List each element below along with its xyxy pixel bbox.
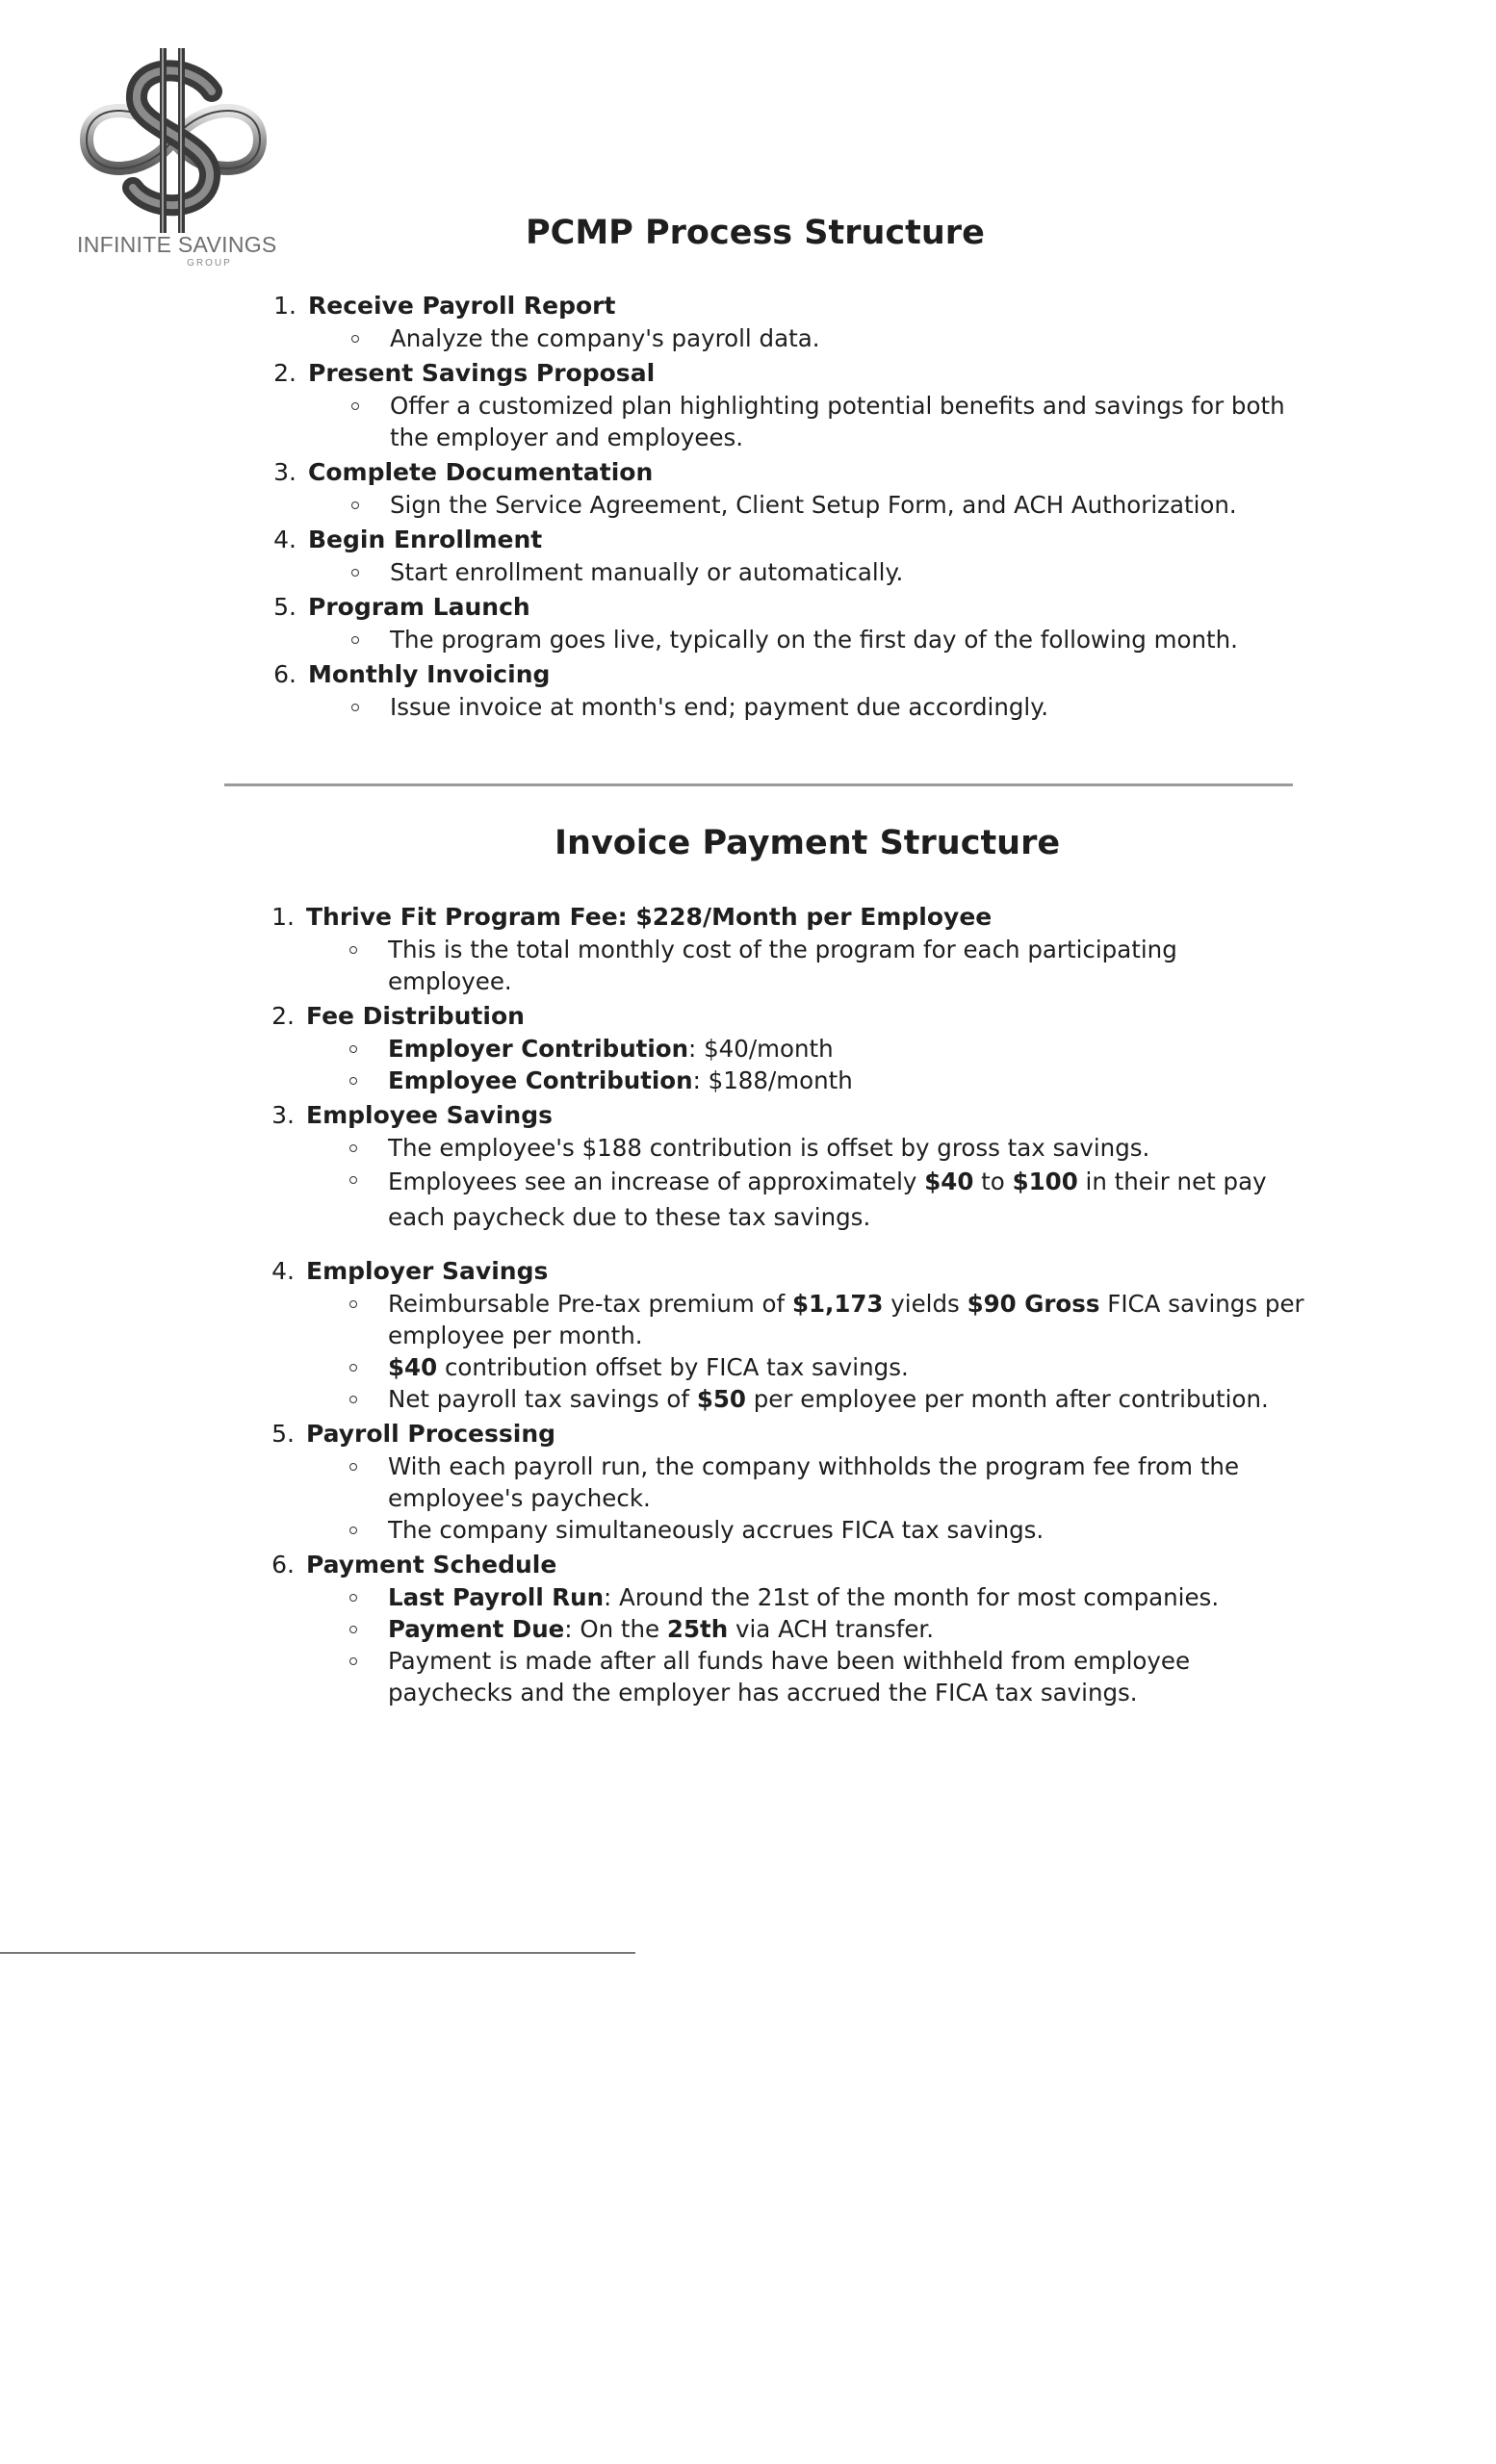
step-title: Program Launch	[308, 593, 530, 621]
step-number: 3.	[273, 458, 297, 486]
bullet-icon	[351, 402, 359, 410]
company-logo	[77, 43, 277, 274]
pcmp-section-title: PCMP Process Structure	[526, 214, 985, 252]
step-detail: This is the total monthly cost of the program for each participating employee.	[306, 934, 1307, 997]
logo-company-subtitle: GROUP	[187, 258, 232, 269]
step-title: Employer Savings	[306, 1257, 549, 1285]
step-number: 2.	[271, 1002, 295, 1030]
step-number: 1.	[271, 903, 295, 931]
bullet-icon	[349, 1176, 357, 1184]
section-divider	[224, 783, 1293, 786]
bullet-icon	[351, 569, 359, 577]
step-detail: Analyze the company's payroll data.	[308, 322, 1300, 354]
step-detail: Offer a customized plan highlighting potential benefits and savings for both the employer and employees.	[308, 390, 1300, 453]
step-title: Employee Savings	[306, 1101, 553, 1129]
step-detail: Employees see an increase of approximately $40 to $100 in their net pay each paycheck due to these tax savings.	[306, 1164, 1307, 1235]
bullet-icon	[349, 1077, 357, 1085]
page-bottom-rule	[0, 1952, 635, 1954]
step-detail: Payment is made after all funds have been withheld from employee paychecks and the employer has accrued the FICA tax savings.	[306, 1645, 1307, 1708]
bullet-icon	[349, 1396, 357, 1403]
logo-company-name: INFINITE SAVINGS	[77, 232, 277, 257]
bullet-icon	[349, 1594, 357, 1602]
bullet-icon	[349, 1144, 357, 1152]
invoice-step	[258, 900, 1307, 997]
pcmp-step	[260, 455, 1300, 521]
invoice-step	[258, 1098, 1307, 1235]
step-number: 4.	[273, 526, 297, 553]
invoice-step-list	[258, 900, 1307, 1708]
pcmp-step-list	[260, 289, 1300, 725]
step-detail: $40 contribution offset by FICA tax savings.	[306, 1351, 1307, 1383]
bullet-icon	[351, 335, 359, 343]
step-number: 6.	[271, 1551, 295, 1578]
invoice-step	[258, 1254, 1307, 1415]
step-detail: Start enrollment manually or automatically.	[308, 556, 1300, 588]
step-detail: The company simultaneously accrues FICA tax savings.	[306, 1514, 1307, 1546]
step-detail: Employee Contribution: $188/month	[306, 1065, 1307, 1096]
bullet-icon	[349, 1626, 357, 1633]
step-number: 5.	[271, 1420, 295, 1448]
step-title: Present Savings Proposal	[308, 359, 656, 387]
bullet-icon	[349, 1527, 357, 1534]
step-detail: Issue invoice at month's end; payment due accordingly.	[308, 691, 1300, 723]
step-detail: Payment Due: On the 25th via ACH transfer.	[306, 1613, 1307, 1645]
step-number: 2.	[273, 359, 297, 387]
bullet-icon	[351, 636, 359, 644]
step-title: Fee Distribution	[306, 1002, 525, 1030]
bullet-icon	[349, 1364, 357, 1372]
step-title: Payroll Processing	[306, 1420, 556, 1448]
pcmp-step	[260, 356, 1300, 453]
pcmp-step	[260, 523, 1300, 588]
bullet-icon	[349, 1463, 357, 1471]
step-number: 1.	[273, 292, 297, 320]
dollar-infinity-icon	[77, 43, 270, 236]
bullet-icon	[351, 501, 359, 509]
step-detail: Net payroll tax savings of $50 per employee per month after contribution.	[306, 1383, 1307, 1415]
invoice-step	[258, 1417, 1307, 1546]
step-title: Payment Schedule	[306, 1551, 557, 1578]
step-title: Monthly Invoicing	[308, 660, 551, 688]
step-detail: Sign the Service Agreement, Client Setup Form, and ACH Authorization.	[308, 489, 1300, 521]
step-title: Receive Payroll Report	[308, 292, 616, 320]
step-detail: The employee's $188 contribution is offset by gross tax savings.	[306, 1132, 1307, 1164]
step-number: 3.	[271, 1101, 295, 1129]
step-number: 6.	[273, 660, 297, 688]
bullet-icon	[351, 704, 359, 711]
invoice-step	[258, 999, 1307, 1096]
pcmp-step	[260, 590, 1300, 655]
step-number: 4.	[271, 1257, 295, 1285]
bullet-icon	[349, 1300, 357, 1308]
invoice-step	[258, 1548, 1307, 1708]
step-detail: Last Payroll Run: Around the 21st of the month for most companies.	[306, 1581, 1307, 1613]
pcmp-step	[260, 289, 1300, 354]
pcmp-step	[260, 657, 1300, 723]
step-title: Thrive Fit Program Fee: $228/Month per Employee	[306, 903, 993, 931]
bullet-icon	[349, 1657, 357, 1665]
invoice-section-title: Invoice Payment Structure	[555, 824, 1061, 862]
step-detail: Employer Contribution: $40/month	[306, 1033, 1307, 1065]
step-detail: Reimbursable Pre-tax premium of $1,173 yields $90 Gross FICA savings per employee per month.	[306, 1288, 1307, 1351]
step-detail: With each payroll run, the company withholds the program fee from the employee's paycheck.	[306, 1450, 1307, 1514]
step-title: Begin Enrollment	[308, 526, 543, 553]
bullet-icon	[349, 1045, 357, 1053]
step-title: Complete Documentation	[308, 458, 654, 486]
step-detail: The program goes live, typically on the first day of the following month.	[308, 624, 1300, 655]
step-number: 5.	[273, 593, 297, 621]
bullet-icon	[349, 946, 357, 954]
